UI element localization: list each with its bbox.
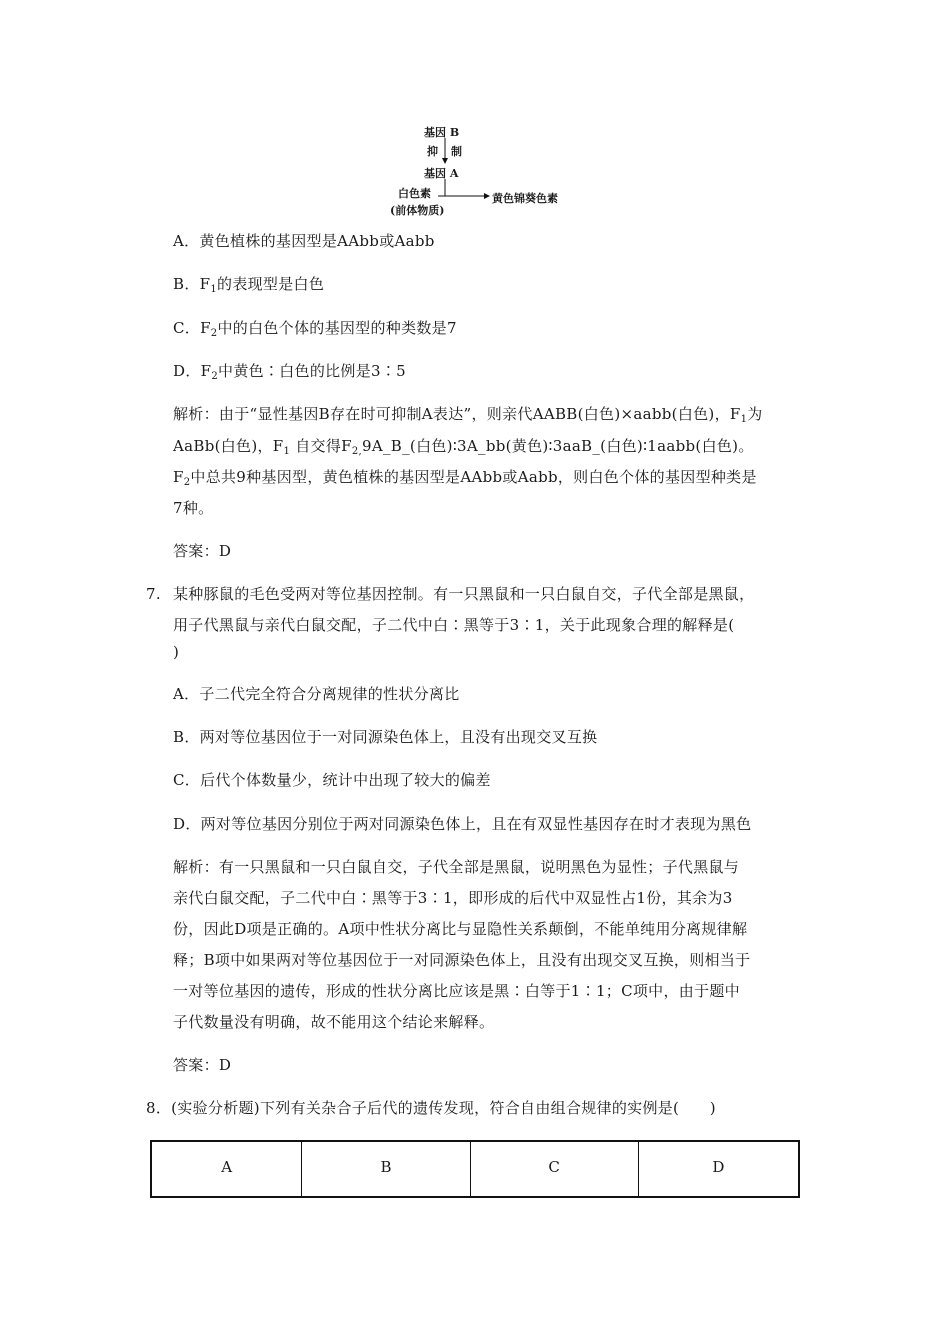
table-header-b: B (302, 1141, 470, 1197)
q7-analysis-line-4: 释；B项中如果两对等位基因位于一对同源染色体上，且没有出现交叉互换，则相当于 (173, 951, 751, 969)
q6-analysis-line-1: 解析：由于“显性基因B存在时可抑制A表达”，则亲代AABB(白色)×aabb(白色)，$F_1$为 (173, 405, 763, 425)
table-row (151, 1141, 799, 1197)
q7-answer: 答案：D (173, 1056, 232, 1074)
conversion-arrow-head (484, 193, 490, 199)
table-header-c: C (470, 1141, 638, 1197)
white-pigment-label: 白色素 (398, 187, 431, 200)
gene-b-label: 基因 B (424, 126, 460, 139)
q7-analysis-line-1: 解析：有一只黑鼠和一只白鼠自交，子代全部是黑鼠，说明黑色为显性；子代黑鼠与 (173, 858, 740, 876)
inhibit-label-1: 抑 (427, 145, 438, 158)
q7-stem-line-3: ) (173, 643, 180, 661)
q8-options-table (150, 1140, 800, 1198)
q7-option-b: B．两对等位基因位于一对同源染色体上，且没有出现交叉互换 (173, 728, 598, 746)
q7-analysis-line-2: 亲代白鼠交配，子二代中白∶黑等于3∶1，即形成的后代中双显性占1份，其余为3 (173, 889, 733, 907)
precursor-label: (前体物质) (390, 204, 445, 217)
q6-option-c: C．$F_2$中的白色个体的基因型的种类数是7 (173, 319, 457, 339)
pathway-diagram (380, 118, 580, 218)
q8-stem: 8．(实验分析题)下列有关杂合子后代的遗传发现，符合自由组合规律的实例是( ) (146, 1099, 716, 1117)
table-header-d: D (638, 1141, 799, 1197)
table-header-a: A (151, 1141, 302, 1197)
q7-stem-line-1: 某种豚鼠的毛色受两对等位基因控制。有一只黑鼠和一只白鼠自交，子代全部是黑鼠， (173, 585, 755, 603)
pathway-arrows (380, 118, 580, 218)
q6-analysis-line-4: 7种。 (173, 499, 214, 517)
q6-option-a: A．黄色植株的基因型是AAbb或Aabb (173, 232, 435, 250)
inhibit-arrow-head (442, 158, 448, 164)
q7-analysis-line-5: 一对等位基因的遗传，形成的性状分离比应该是黑∶白等于1∶1；C项中，由于题中 (173, 982, 740, 1000)
q7-stem-line-2: 用子代黑鼠与亲代白鼠交配，子二代中白∶黑等于3∶1，关于此现象合理的解释是( (173, 616, 735, 634)
inhibit-label-2: 制 (451, 145, 462, 158)
q6-analysis-line-3: $F_2$中总共9种基因型，黄色植株的基因型是AAbb或Aabb，则白色个体的基因型种类是 (173, 468, 757, 488)
q7-option-a: A．子二代完全符合分离规律的性状分离比 (173, 685, 460, 703)
q6-analysis-line-2: AaBb(白色)，$F_1$ 自交得$F_{2,}9A\_B\_$(白色)∶3A_bb(黄色)∶3aaB_(白色)∶1aabb(白色)。 (173, 437, 754, 457)
gene-a-label: 基因 A (424, 167, 459, 180)
q7-analysis-line-6: 子代数量没有明确，故不能用这个结论来解释。 (173, 1013, 495, 1031)
yellow-pigment-label: 黄色锦葵色素 (492, 192, 558, 205)
q7-option-c: C．后代个体数量少，统计中出现了较大的偏差 (173, 771, 491, 789)
q6-option-b: B．$F_1$的表现型是白色 (173, 275, 325, 295)
q6-answer: 答案：D (173, 542, 232, 560)
q6-option-d: D．$F_2$中黄色∶白色的比例是3∶5 (173, 362, 407, 382)
q7-analysis-line-3: 份，因此D项是正确的。A项中性状分离比与显隐性关系颠倒，不能单纯用分离规律解 (173, 920, 748, 938)
q7-number: 7. (146, 585, 161, 603)
q7-option-d: D．两对等位基因分别位于两对同源染色体上，且在有双显性基因存在时才表现为黑色 (173, 815, 752, 833)
